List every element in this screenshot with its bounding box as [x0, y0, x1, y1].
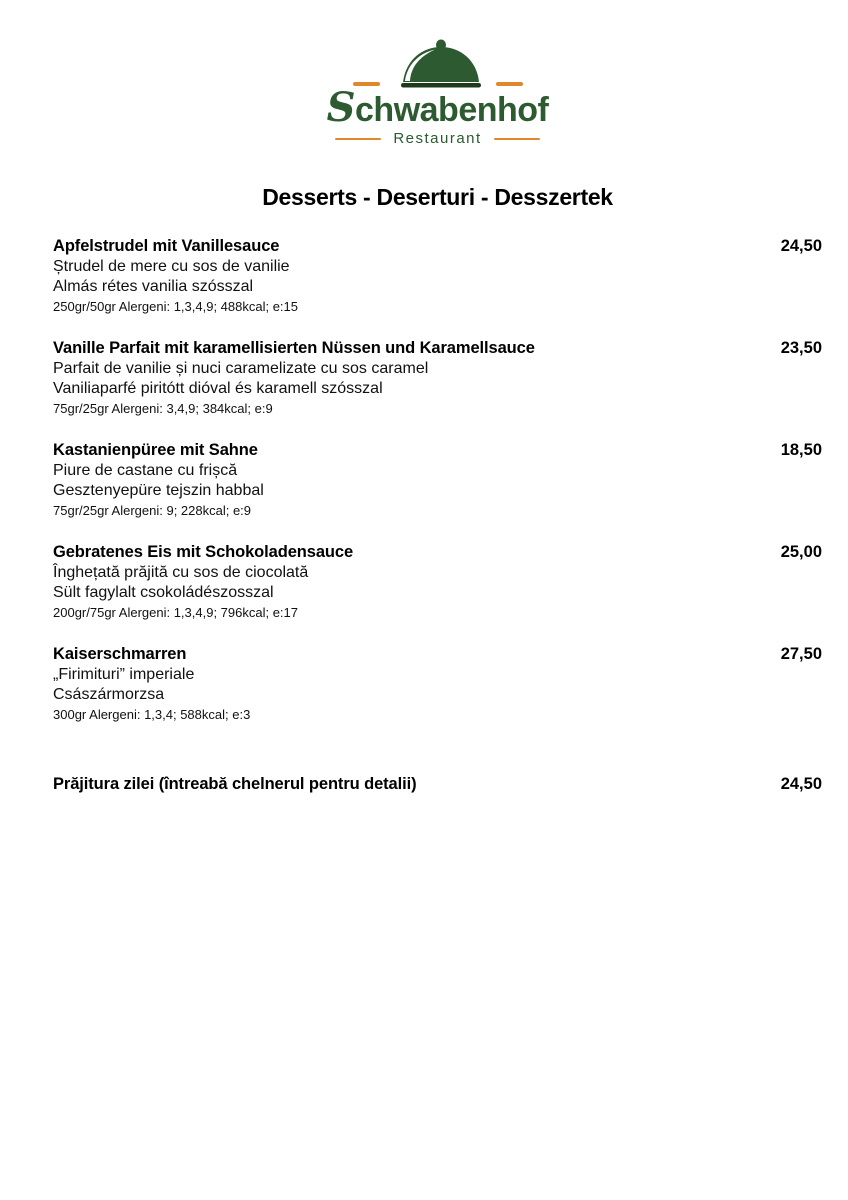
item-name-de: Vanille Parfait mit karamellisierten Nüssen und Karamellsauce	[53, 339, 535, 357]
menu-item-gebratenes-eis	[53, 542, 822, 622]
logo-initial: S	[326, 84, 356, 131]
menu-item-kastanienpueree	[53, 440, 822, 520]
item-price: 18,50	[780, 441, 822, 459]
item-price: 27,50	[780, 645, 822, 663]
cloche-icon	[391, 38, 485, 90]
orange-line-right	[494, 138, 540, 141]
item-desc-ro: „Firimituri” imperiale	[53, 665, 195, 683]
menu-item-kaiserschmarren	[53, 644, 822, 724]
item-price: 24,50	[780, 237, 822, 255]
item-allergen-info: 75gr/25gr Alergeni: 3,4,9; 384kcal; e:9	[53, 400, 273, 416]
item-desc-hu: Császármorzsa	[53, 686, 165, 703]
logo-subtitle: Restaurant	[393, 130, 482, 147]
item-price: 23,50	[780, 339, 822, 357]
logo-wordmark	[326, 84, 549, 131]
item-desc-hu: Vaniliaparfé piritótt dióval és karamell szósszal	[53, 380, 383, 397]
page-title: Desserts - Deserturi - Desszertek	[262, 184, 613, 210]
menu-item-dessert-of-the-day	[53, 774, 822, 795]
menu-list	[53, 236, 822, 795]
item-desc-hu: Gesztenyepüre tejszin habbal	[53, 482, 264, 499]
restaurant-logo	[53, 38, 822, 148]
orange-dash-left	[353, 82, 380, 86]
item-allergen-info: 200gr/75gr Alergeni: 1,3,4,9; 796kcal; e:17	[53, 604, 299, 620]
item-allergen-info: 75gr/25gr Alergeni: 9; 228kcal; e:9	[53, 502, 252, 518]
logo-wordmark-rest: chwabenhof	[355, 91, 549, 129]
item-desc-hu: Almás rétes vanilia szósszal	[53, 278, 254, 295]
item-allergen-info: 300gr Alergeni: 1,3,4; 588kcal; e:3	[53, 706, 251, 722]
menu-item-vanille-parfait	[53, 338, 822, 418]
item-desc-ro: Parfait de vanilie și nuci caramelizate cu sos caramel	[53, 359, 429, 377]
item-name-de: Gebratenes Eis mit Schokoladensauce	[53, 543, 354, 561]
item-desc-ro: Ștrudel de mere cu sos de vanilie	[53, 257, 290, 275]
logo-subtitle-row	[323, 130, 551, 148]
menu-item-apfelstrudel	[53, 236, 822, 316]
logo-cloche-row	[342, 38, 534, 90]
item-name-de: Kastanienpüree mit Sahne	[53, 441, 258, 459]
item-name: Prăjitura zilei (întreabă chelnerul pentru detalii)	[53, 775, 417, 793]
orange-line-left	[335, 138, 381, 141]
item-price: 24,50	[780, 775, 822, 793]
item-price: 25,00	[780, 543, 822, 561]
item-desc-ro: Înghețată prăjită cu sos de ciocolată	[53, 563, 309, 581]
item-name-de: Apfelstrudel mit Vanillesauce	[53, 237, 280, 255]
orange-dash-right	[496, 82, 523, 86]
item-allergen-info: 250gr/50gr Alergeni: 1,3,4,9; 488kcal; e:15	[53, 298, 299, 314]
item-desc-hu: Sült fagylalt csokoládészosszal	[53, 584, 274, 601]
item-name-de: Kaiserschmarren	[53, 645, 187, 663]
item-desc-ro: Piure de castane cu frișcă	[53, 461, 238, 479]
